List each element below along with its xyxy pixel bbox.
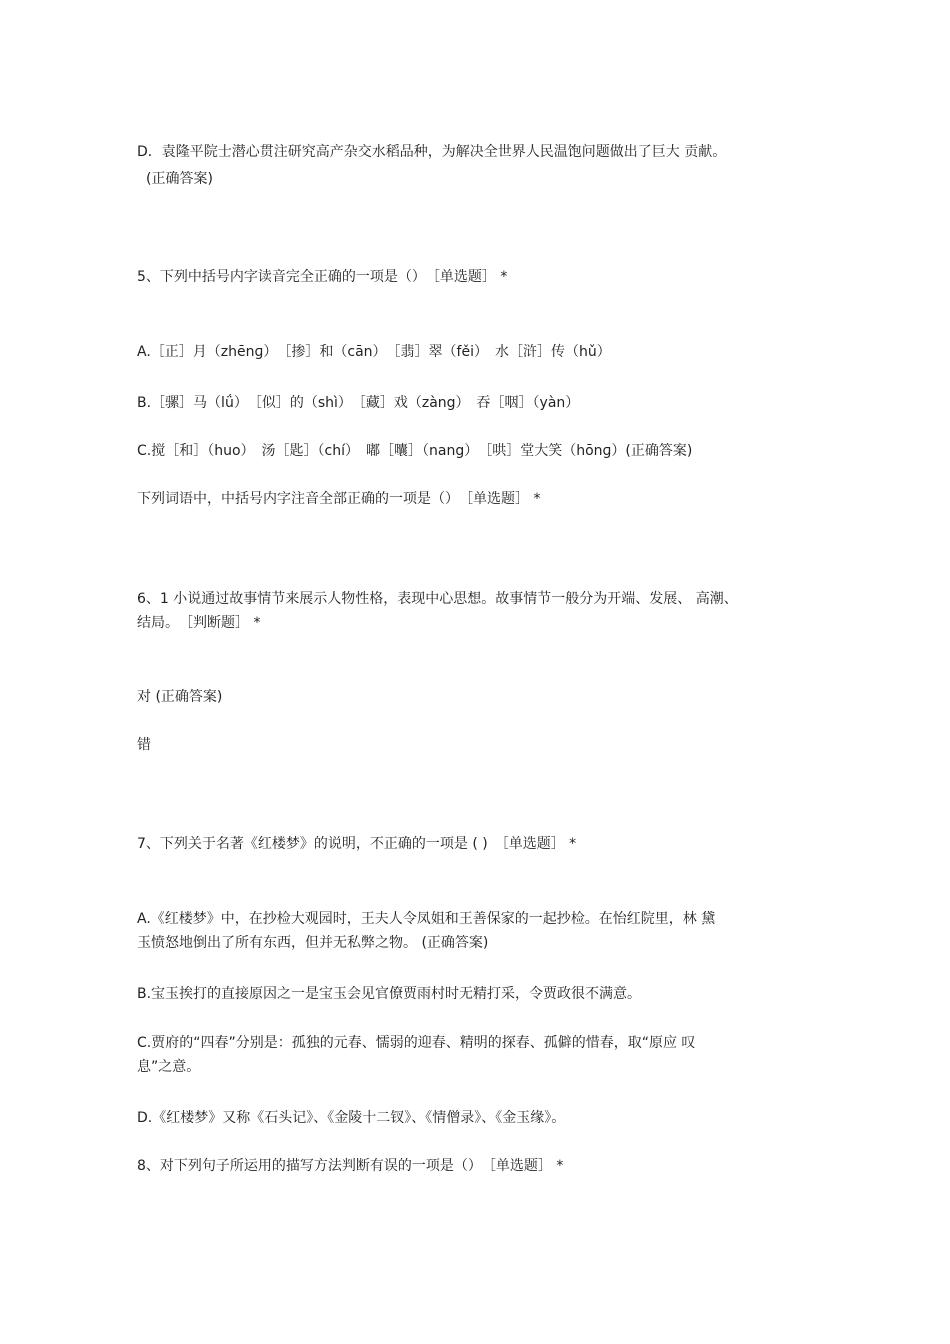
q4-option-d-line1[interactable]: D．袁隆平院士潜心贯注研究高产杂交水稻品种，为解决全世界人民温饱问题做出了巨大 贡献。 — [137, 144, 727, 160]
q7-option-d[interactable]: D.《红楼梦》又称《石头记》、《金陵十二钗》、《情僧录》、《金玉缘》。 — [137, 1110, 566, 1126]
q7-option-a-line1[interactable]: A.《红楼梦》中，在抄检大观园时，王夫人令凤姐和王善保家的一起抄检。在怡红院里，林 黛 — [137, 911, 716, 927]
q7-question: 7、下列关于名著《红楼梦》的说明，不正确的一项是 ( ) ［单选题］ * — [137, 836, 577, 852]
q7-option-a-line2[interactable]: 玉愤怒地倒出了所有东西，但并无私弊之物。 (正确答案) — [137, 935, 489, 951]
q7-option-b[interactable]: B.宝玉挨打的直接原因之一是宝玉会见官僚贾雨村时无精打采，令贾政很不满意。 — [137, 986, 642, 1002]
q5-option-b[interactable]: B.［骡］马（lǘ） ［似］的（shì） ［藏］戏（zàng） 吞［咽］（yàn） — [137, 395, 580, 411]
q8-question: 8、对下列句子所运用的描写方法判断有误的一项是（） ［单选题］ * — [137, 1158, 564, 1174]
q5-question: 5、下列中括号内字读音完全正确的一项是（） ［单选题］ * — [137, 269, 508, 285]
q7-option-c-line1[interactable]: C.贾府的“四春”分别是：孤独的元春、懦弱的迎春、精明的探春、孤僻的惜春，取“原应 叹 — [137, 1035, 696, 1051]
q4-option-d-line2[interactable]: (正确答案) — [146, 171, 213, 187]
q6-question-line1: 6、1 小说通过故事情节来展示人物性格，表现中心思想。故事情节一般分为开端、发展、 高潮、 — [137, 591, 738, 607]
q6-option-false[interactable]: 错 — [137, 737, 151, 753]
q5-option-c[interactable]: C.搅［和］（huo） 汤［匙］（chí） 嘟［囔］（nang） ［哄］堂大笑（hōnɡ）(正确答案) — [137, 443, 693, 459]
q7-option-c-line2[interactable]: 息”之意。 — [137, 1059, 201, 1075]
q6-question-line2: 结局。 ［判断题］ * — [137, 615, 261, 631]
q6-option-true[interactable]: 对 (正确答案) — [137, 689, 223, 705]
q5-extra-question: 下列词语中，中括号内字注音全部正确的一项是（） ［单选题］ * — [137, 491, 541, 507]
q5-option-a[interactable]: A.［正］月（zhēnɡ） ［掺］和（cān） ［翡］翠（fěi） 水［浒］传（hǔ） — [137, 344, 611, 360]
